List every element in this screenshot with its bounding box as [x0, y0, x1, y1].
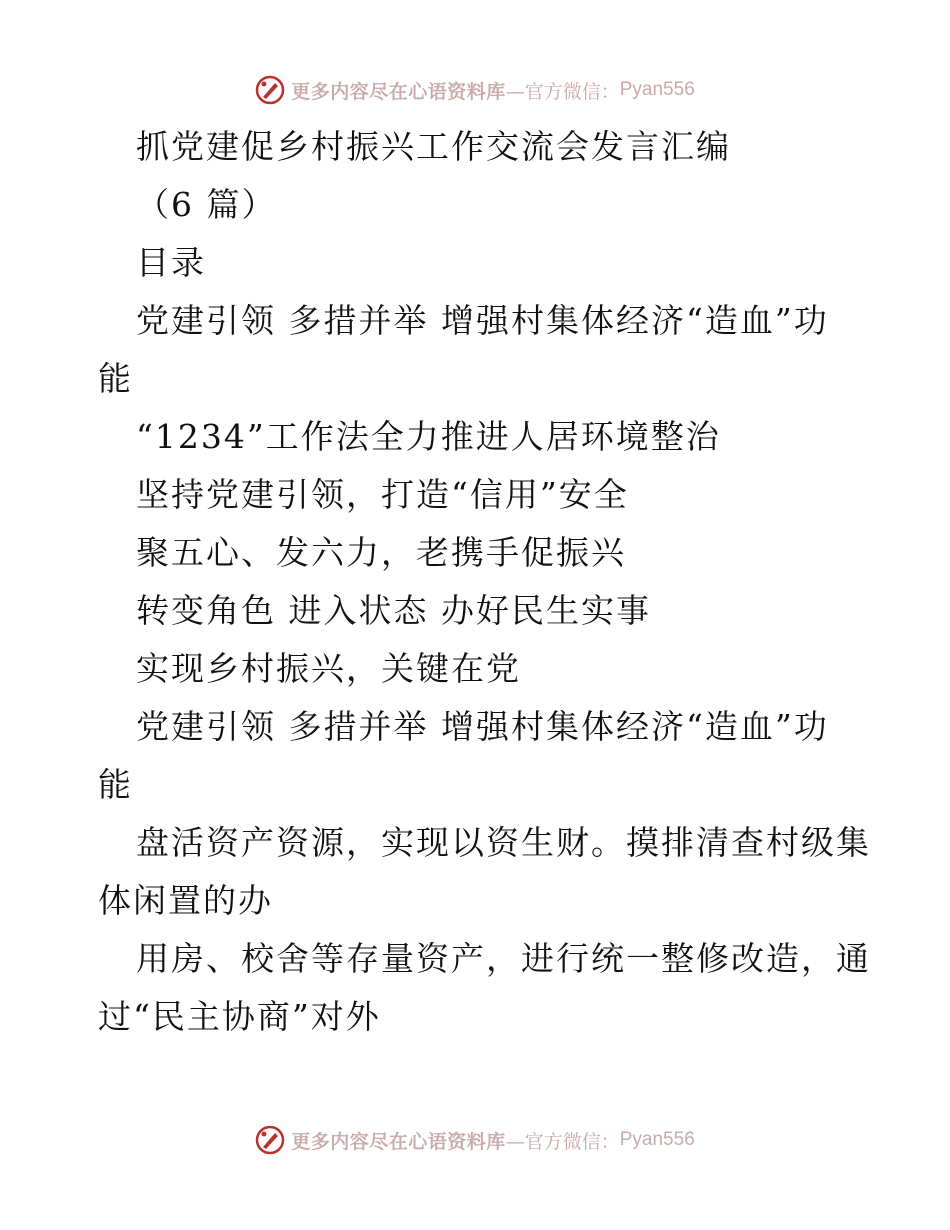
- quill-logo-icon: [255, 75, 285, 105]
- watermark-sub-text: —官方微信：: [505, 1130, 620, 1153]
- text-line: 能: [98, 359, 133, 398]
- document-body: [98, 118, 871, 1046]
- text-line: 实现乡村振兴，关键在党: [136, 649, 521, 688]
- text-line: 能: [98, 765, 133, 804]
- text-line: 聚五心、发六力，老携手促振兴: [136, 533, 626, 572]
- text-line: （6 篇）: [136, 185, 277, 224]
- text-line: 党建引领 多措并举 增强村集体经济“造血”功: [136, 301, 829, 340]
- text-line: 用房、校舍等存量资产，进行统一整修改造，通: [136, 939, 871, 978]
- text-line: 体闲置的办: [98, 881, 273, 920]
- text-line: 抓党建促乡村振兴工作交流会发言汇编: [136, 127, 731, 166]
- watermark-sub-text: —官方微信：: [505, 80, 620, 103]
- text-line: 坚持党建引领，打造“信用”安全: [136, 475, 629, 514]
- text-line: “1234”工作法全力推进人居环境整治: [136, 417, 721, 456]
- text-line: 党建引领 多措并举 增强村集体经济“造血”功: [136, 707, 829, 746]
- text-line: 过“民主协商”对外: [98, 997, 381, 1036]
- watermark-main-text: 更多内容尽在心语资料库: [291, 80, 506, 103]
- watermark-main-text: 更多内容尽在心语资料库: [291, 1130, 506, 1153]
- watermark-id-text: Pyan556: [619, 1129, 695, 1150]
- footer-watermark: [0, 1120, 950, 1160]
- text-line: 目录: [136, 243, 206, 282]
- header-watermark: [0, 70, 950, 110]
- text-line: 转变角色 进入状态 办好民生实事: [136, 591, 651, 630]
- watermark-id-text: Pyan556: [619, 79, 695, 100]
- quill-logo-icon: [255, 1125, 285, 1155]
- text-line: 盘活资产资源，实现以资生财。摸排清查村级集: [136, 823, 871, 862]
